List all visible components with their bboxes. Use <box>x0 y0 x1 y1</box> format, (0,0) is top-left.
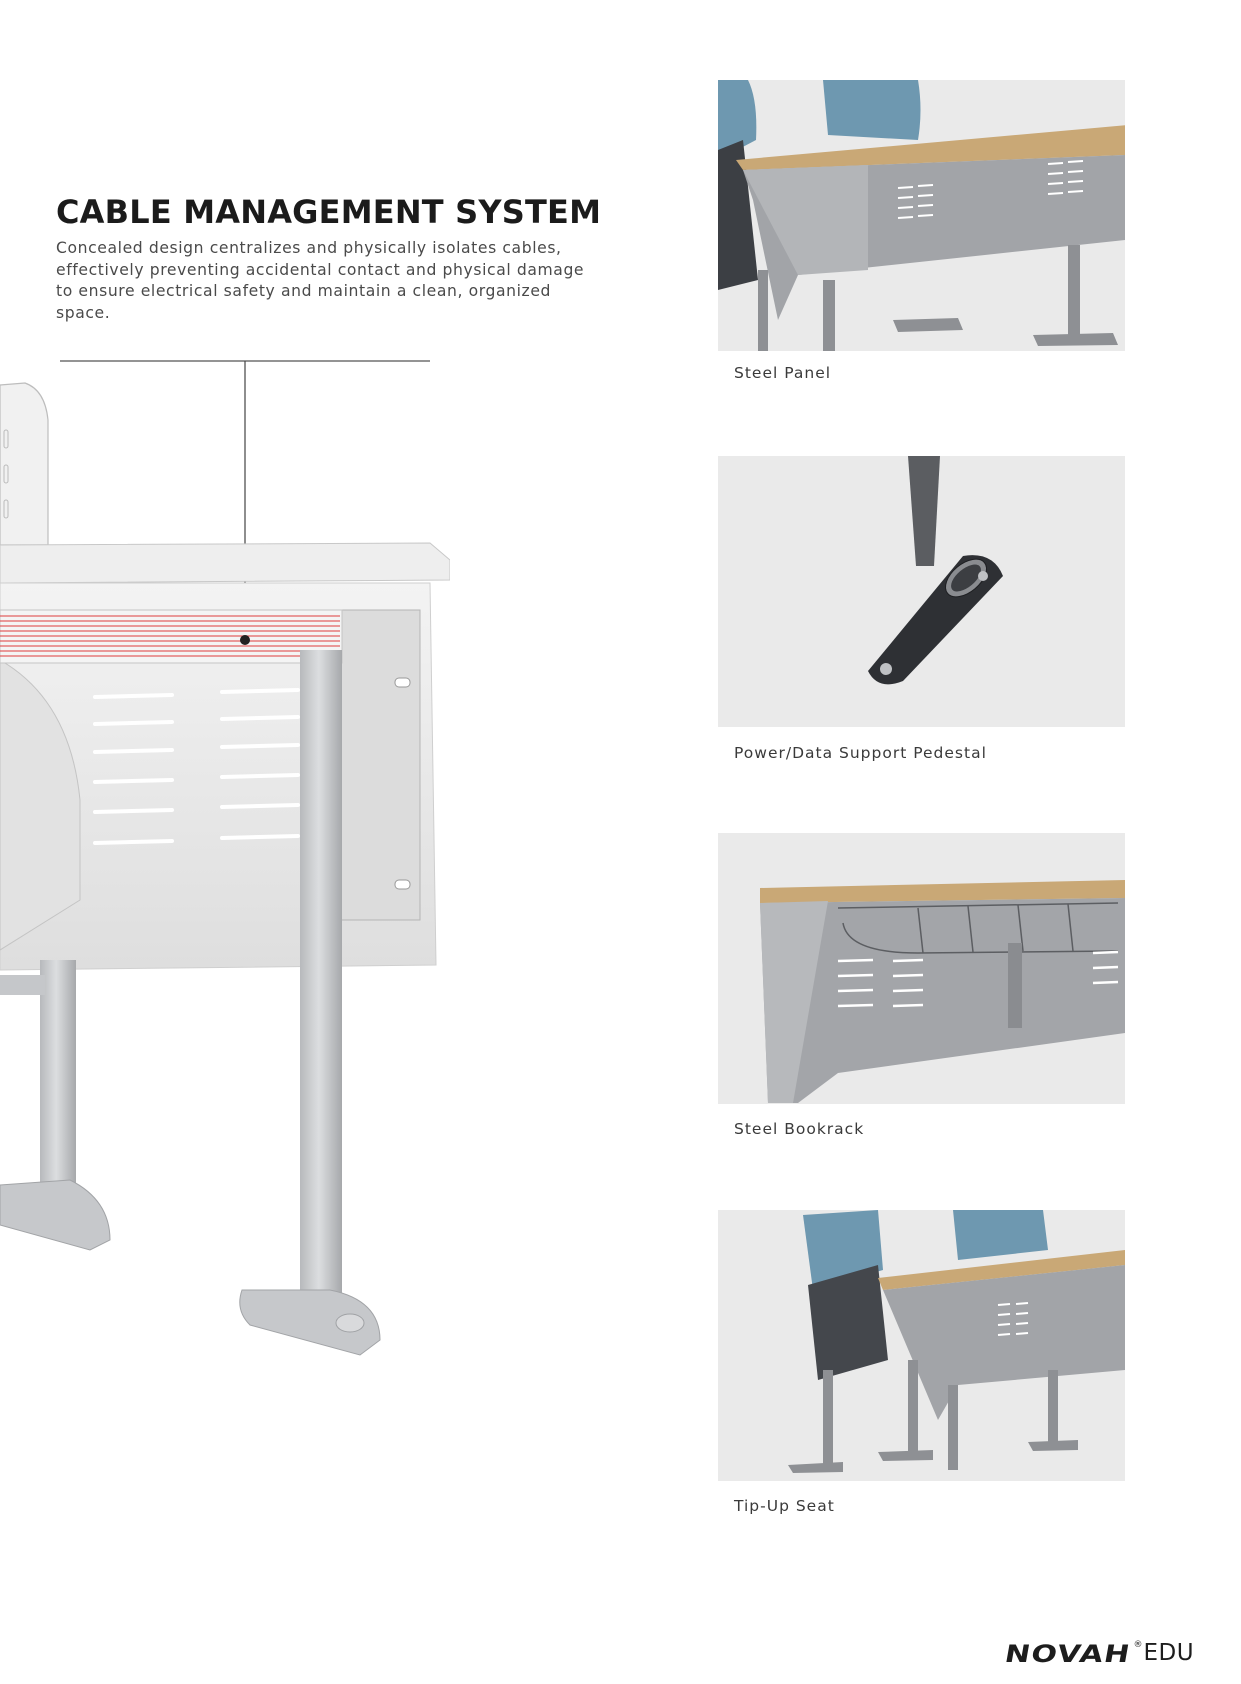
support-pedestal-caption: Power/Data Support Pedestal <box>734 744 987 762</box>
registered-mark: ® <box>1133 1640 1143 1650</box>
feature-description: Concealed design centralizes and physically isolates cables, effectively preventing accidental contact and physical damage to ensure electrical safety and maintain a clean, organized space. <box>56 239 585 322</box>
brand-name: NOVAH <box>1002 1640 1134 1668</box>
steel-panel-caption: Steel Panel <box>734 364 832 382</box>
tip-up-seat-caption: Tip-Up Seat <box>734 1497 835 1515</box>
brand-logo <box>1002 1640 1195 1668</box>
steel-bookrack-caption: Steel Bookrack <box>734 1120 865 1138</box>
steel-panel-image <box>718 80 1125 351</box>
tip-up-seat-image <box>718 1210 1125 1481</box>
steel-bookrack-image <box>718 833 1125 1104</box>
support-pedestal-image <box>718 456 1125 727</box>
brand-suffix: EDU <box>1143 1640 1195 1666</box>
page-title: CABLE MANAGEMENT SYSTEM <box>56 193 602 231</box>
desk-cable-tray-illustration <box>0 355 450 1365</box>
